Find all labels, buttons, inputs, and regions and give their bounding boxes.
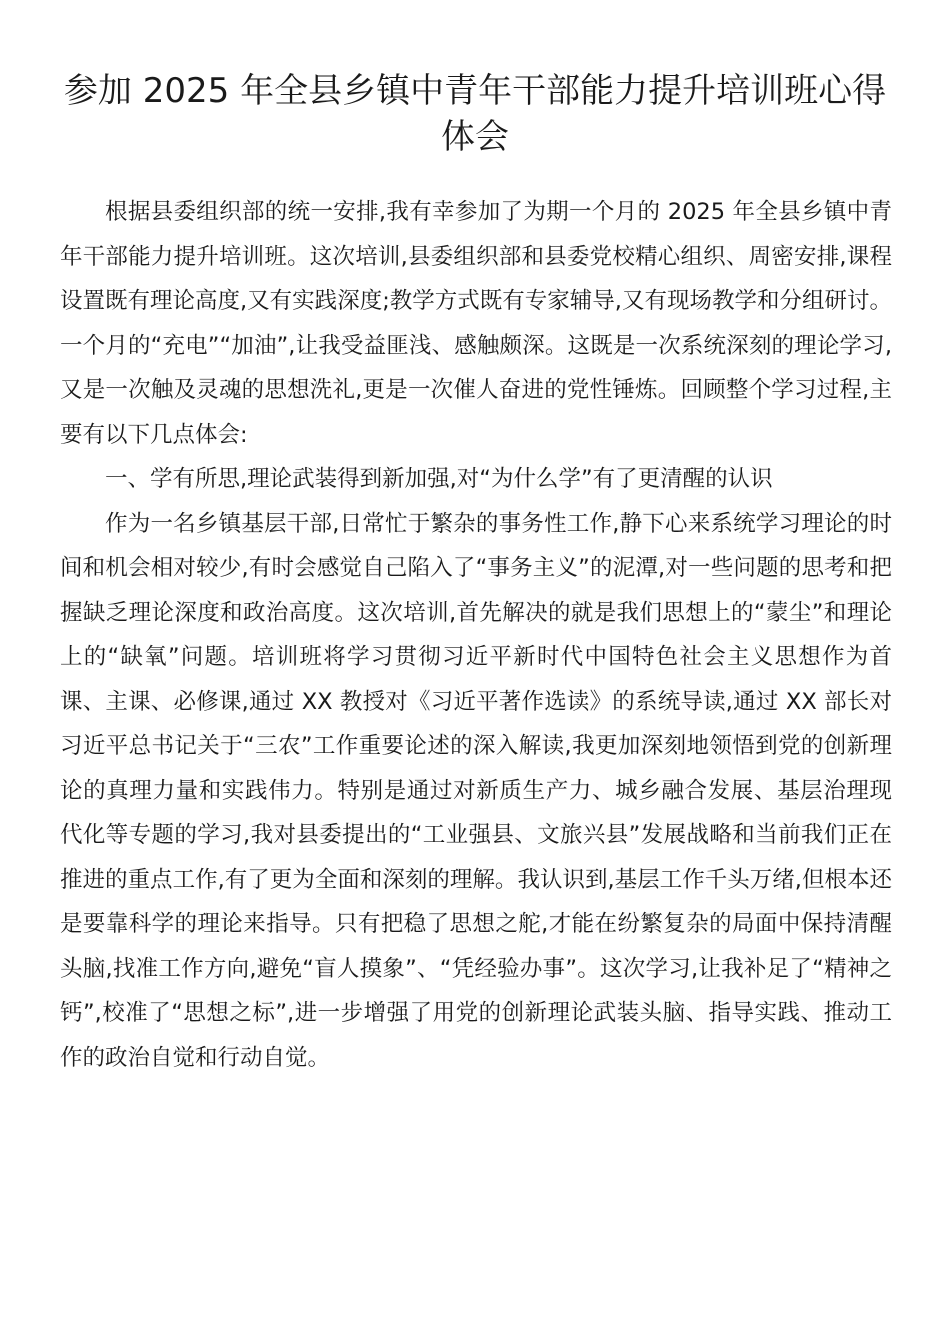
document-title: 参加 2025 年全县乡镇中青年干部能力提升培训班心得体会	[63, 71, 887, 157]
intro-paragraph: 根据县委组织部的统一安排,我有幸参加了为期一个月的 2025 年全县乡镇中青年干部能力提升培训班。这次培训,县委组织部和县委党校精心组织、周密安排,课程设置既有理论高度,又有实践深度;教学方式既有专家辅导,又有现场教学和分组研讨。一个月的“充电”“加油”,让我受益匪浅、感触颇深。这既是一次系统深刻的理论学习,又是一次触及灵魂的思想洗礼,更是一次催人奋进的党性锤炼。回顾整个学习过程,主要有以下几点体会:	[60, 199, 892, 448]
section-1-paragraph: 作为一名乡镇基层干部,日常忙于繁杂的事务性工作,静下心来系统学习理论的时间和机会相对较少,有时会感觉自己陷入了“事务主义”的泥潭,对一些问题的思考和把握缺乏理论深度和政治高度。这次培训,首先解决的就是我们思想上的“蒙尘”和理论上的“缺氧”问题。培训班将学习贯彻习近平新时代中国特色社会主义思想作为首课、主课、必修课,通过 XX 教授对《习近平著作选读》的系统导读,通过 XX 部长对习近平总书记关于“三农”工作重要论述的深入解读,我更加深刻地领悟到党的创新理论的真理力量和实践伟力。特别是通过对新质生产力、城乡融合发展、基层治理现代化等专题的学习,我对县委提出的“工业强县、文旅兴县”发展战略和当前我们正在推进的重点工作,有了更为全面和深刻的理解。我认识到,基层工作千头万绪,但根本还是要靠科学的理论来指导。只有把稳了思想之舵,才能在纷繁复杂的局面中保持清醒头脑,找准工作方向,避免“盲人摸象”、“凭经验办事”。这次学习,让我补足了“精神之钙”,校准了“思想之标”,进一步增强了用党的创新理论武装头脑、指导实践、推动工作的政治自觉和行动自觉。	[60, 510, 892, 1071]
section-heading-1: 一、学有所思,理论武装得到新加强,对“为什么学”有了更清醒的认识	[105, 466, 773, 492]
document-body	[60, 190, 892, 1080]
